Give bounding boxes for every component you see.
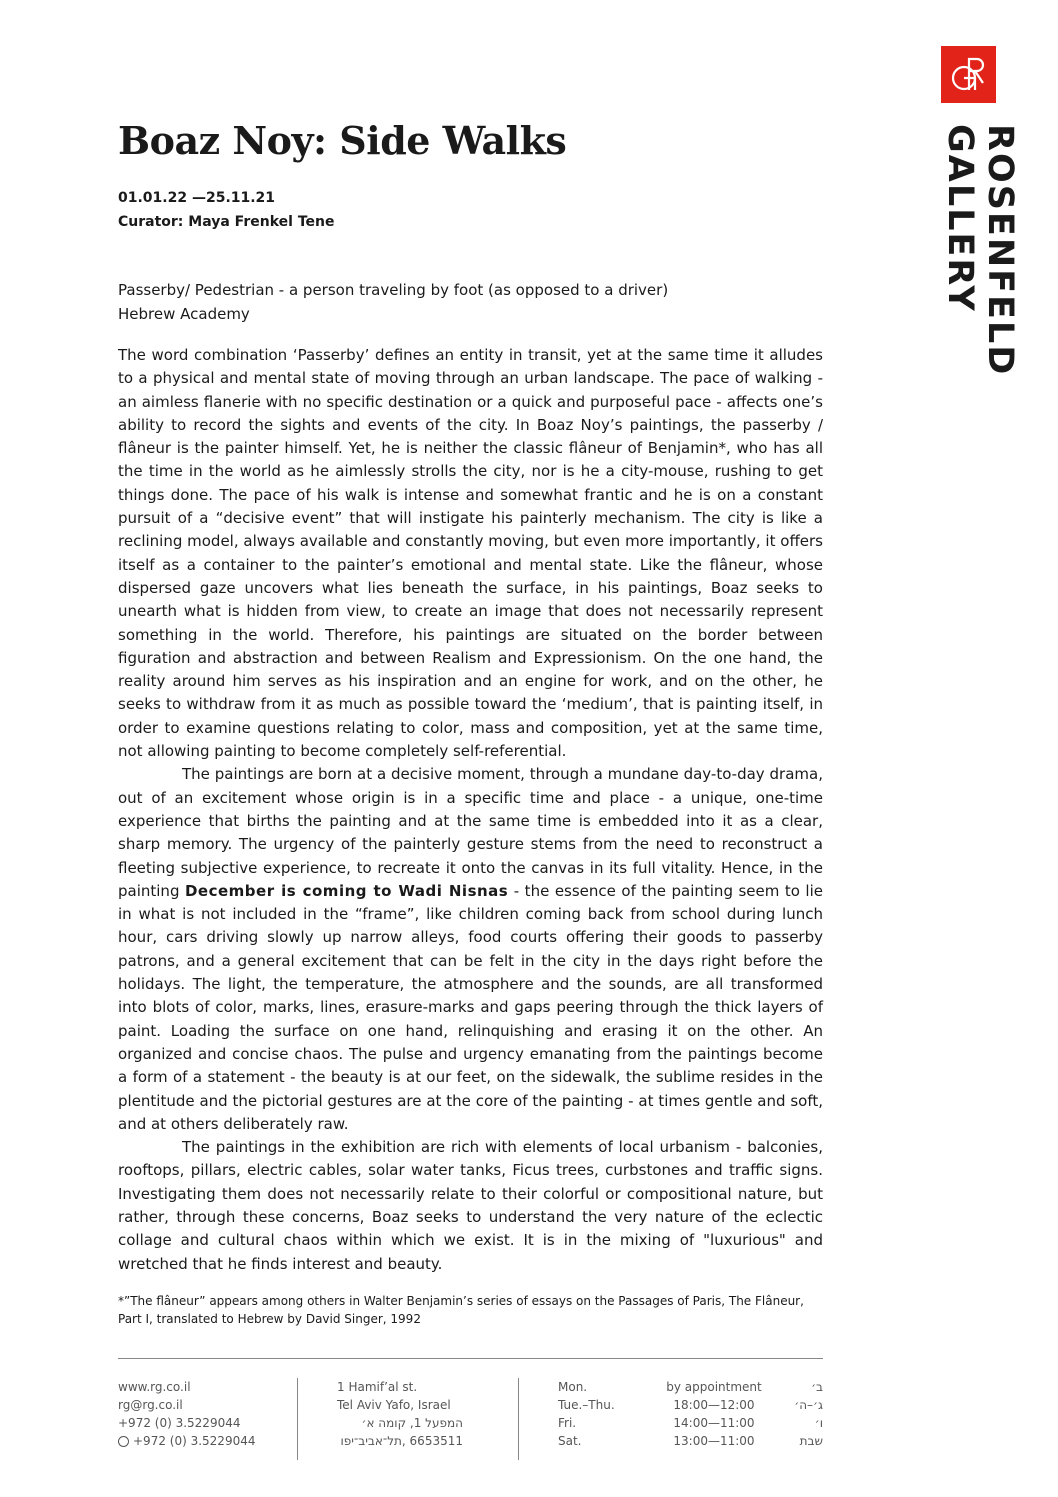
hours-day: Tue.–Thu. xyxy=(558,1398,615,1412)
essay-paragraph-2 xyxy=(118,763,823,1136)
hours-row xyxy=(558,1432,823,1450)
page-title: Boaz Noy: Side Walks xyxy=(118,118,567,163)
paragraph-2-text-after: - the essence of the painting seem to lie in what is not included in the “frame”, like children coming back from school during lunch hour, cars driving slowly up narrow alleys, food courts offering their goods to passerby patrons, and a general excitement that can be felt in the city in the days right before the holidays. The light, the temperature, the atmosphere and the sounds, are all transformed into blots of color, marks, lines, erasure-marks and gaps peering through the thick layers of paint. Loading the surface on one hand, relinquishing and erasing it on the other. An organized and concise chaos. The pulse and urgency emanating from the paintings become a form of a statement - the beauty is at our feet, on the sidewalk, the sublime resides in the plentitude and the pictorial gestures are at the core of the painting - at times gentle and soft, and at others deliberately raw. xyxy=(118,881,824,1133)
phone-number[interactable]: +972 (0) 3.5229044 xyxy=(118,1416,241,1430)
hours-day-hebrew: ג׳–ה׳ xyxy=(794,1398,823,1412)
whatsapp-icon xyxy=(118,1436,129,1447)
hours-time: by appointment xyxy=(666,1380,762,1394)
hours-row xyxy=(558,1414,823,1432)
gallery-wordmark xyxy=(940,124,1020,376)
paragraph-2-text-before: The paintings are born at a decisive moment, through a mundane day-to-day drama, out of an excitement whose origin is in a specific time and place - a unique, one-time experience that births the painting and at the same time is embedded into it as a clear, sharp memory. The urgency of the painterly gesture stems from the need to reconstruct a fleeting subjective experience, to recreate it onto the canvas in its full vitality. Hence, in the painting xyxy=(118,765,823,900)
address-line-3-hebrew: המפעל 1, קומה א׳ xyxy=(361,1416,463,1430)
hours-day: Sat. xyxy=(558,1434,582,1448)
exhibition-meta xyxy=(118,186,334,234)
hours-time: 18:00—12:00 xyxy=(673,1398,755,1412)
hours-time: 13:00—11:00 xyxy=(673,1434,755,1448)
rg-monogram-icon xyxy=(947,53,991,97)
footer-address xyxy=(337,1378,463,1450)
footer-separator xyxy=(297,1378,298,1460)
essay-body xyxy=(118,344,823,1276)
essay-paragraph-3: The paintings in the exhibition are rich with elements of local urbanism - balconies, rooftops, pillars, electric cables, solar water tanks, Ficus trees, curbstones and traffic signs. Investigating them does not necessarily relate to their colorful or compositional nature, but rather, through these concerns, Boaz seeks to understand the very nature of the eclectic collage and cultural chaos within which we exist. It is in the mixing of "luxurious" and wretched that he finds interest and beauty. xyxy=(118,1138,823,1273)
artwork-title: December is coming to Wadi Nisnas xyxy=(184,881,509,900)
curator-credit: Curator: Maya Frenkel Tene xyxy=(118,214,335,230)
address-line-2: Tel Aviv Yafo, Israel xyxy=(337,1398,451,1412)
whatsapp-number: +972 (0) 3.5229044 xyxy=(133,1434,256,1448)
email-link[interactable]: rg@rg.co.il xyxy=(118,1398,183,1412)
whatsapp-contact[interactable] xyxy=(118,1432,255,1450)
hours-day: Mon. xyxy=(558,1380,588,1394)
footer-contact xyxy=(118,1378,255,1450)
opening-hours xyxy=(558,1378,823,1450)
address-line-1: 1 Hamif’al st. xyxy=(337,1380,418,1394)
definition-quote xyxy=(118,278,668,326)
exhibition-dates: 01.01.22 —25.11.21 xyxy=(118,190,276,206)
hours-row xyxy=(558,1378,823,1396)
essay-paragraph-1: The word combination ‘Passerby’ defines an entity in transit, yet at the same time it alludes to a physical and mental state of moving through an urban landscape. The pace of walking - an aimless flanerie with no specific destination or a quick and purposeful pace - affects one’s ability to record the sights and events of the city. In Boaz Noy’s paintings, the passerby / flâneur is the painter himself. Yet, he is neither the classic flâneur of Benjamin*, who has all the time in the world as he aimlessly strolls the city, nor is he a city-mouse, rushing to get things done. The pace of his walk is intense and somewhat frantic and he is on a constant pursuit of a “decisive event” that will instigate his painterly mechanism. The city is like a reclining model, always available and constantly moving, but even more importantly, it offers itself as a container to the painter’s emotional and mental state. Like the flâneur, whose dispersed gaze uncovers what lies beneath the surface, in his paintings, Boaz seeks to unearth what is hidden from view, to create an image that does not necessarily represent something in the world. Therefore, his paintings are situated on the border between figuration and abstraction and between Realism and Expressionism. On the one hand, the reality around him serves as his inspiration and an engine for work, and on the other, he seeks to withdraw from it as much as possible toward the ‘medium’, that is painting itself, in order to examine questions relating to color, mass and composition, yet at the same time, not allowing painting to become completely self-referential. xyxy=(118,346,823,761)
hours-day-hebrew: שבת xyxy=(799,1434,823,1448)
definition-source: Hebrew Academy xyxy=(118,305,250,323)
hours-row xyxy=(558,1396,823,1414)
footer-divider xyxy=(118,1358,823,1359)
hours-day: Fri. xyxy=(558,1416,577,1430)
gallery-logo xyxy=(941,46,996,103)
footnote: *”The flâneur” appears among others in Walter Benjamin’s series of essays on the Passages of Paris, The Flâneur, Part I, translated to Hebrew by David Singer, 1992 xyxy=(118,1294,804,1326)
website-link[interactable]: www.rg.co.il xyxy=(118,1380,191,1394)
hours-day-hebrew: ב׳ xyxy=(811,1380,823,1394)
address-line-4-hebrew: 6653511 ,תל־אביב־יפו xyxy=(340,1434,463,1448)
footer-separator xyxy=(518,1378,519,1460)
definition-text: Passerby/ Pedestrian - a person traveling by foot (as opposed to a driver) xyxy=(118,281,669,299)
hours-day-hebrew: ו׳ xyxy=(814,1416,823,1430)
brand-name-line2: GALLERY xyxy=(940,124,980,313)
hours-time: 14:00—11:00 xyxy=(673,1416,755,1430)
brand-name-line1: ROSENFELD xyxy=(980,124,1020,377)
